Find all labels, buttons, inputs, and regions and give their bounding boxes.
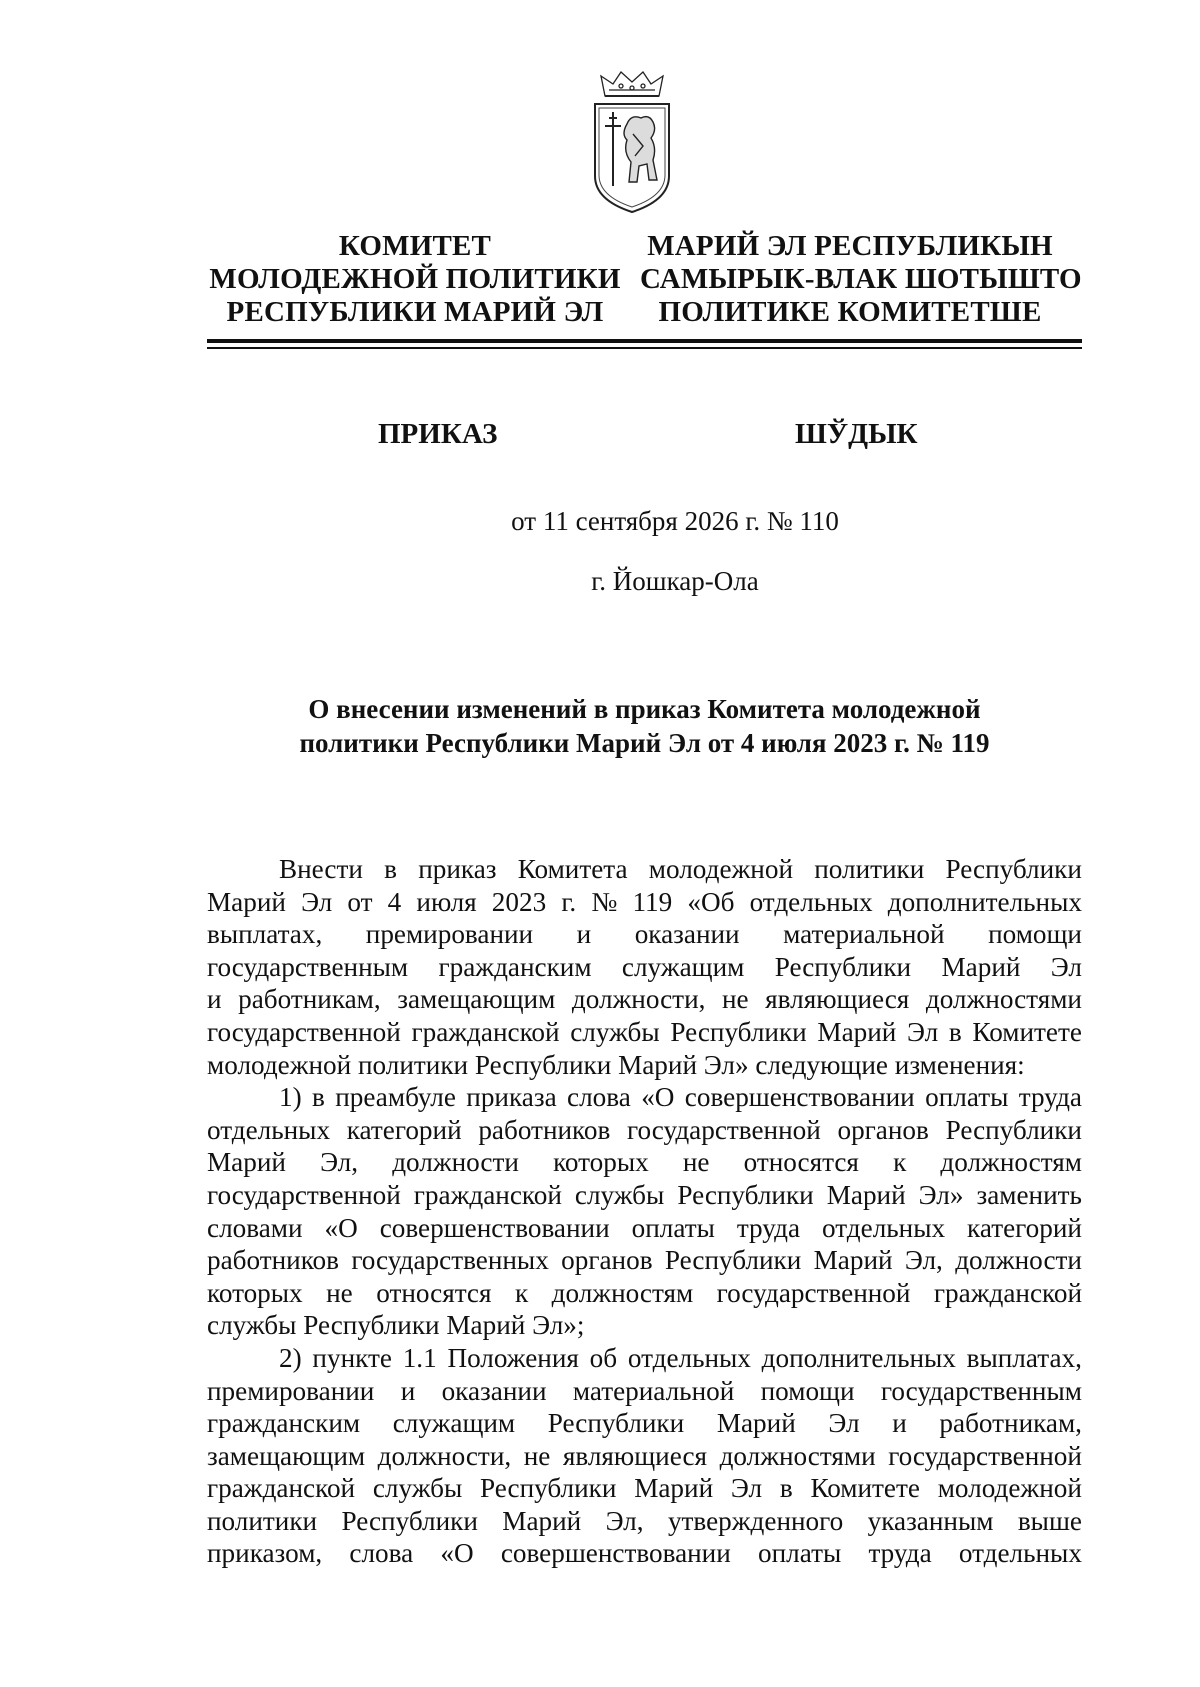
- body-line: приказом, слова «О совершенствовании оплаты труда отдельных: [207, 1538, 1082, 1569]
- header-left-line: КОМИТЕТ: [338, 230, 492, 262]
- body-line: государственным гражданским служащим Республики Марий Эл: [207, 951, 1082, 982]
- header-left-line: МОЛОДЕЖНОЙ ПОЛИТИКИ: [209, 263, 621, 295]
- order-date-number: от 11 сентября 2026 г. № 110: [511, 506, 839, 536]
- header-right-committee-name: [640, 230, 1082, 329]
- header-divider-thin: [207, 347, 1082, 349]
- order-label-russian: ПРИКАЗ: [378, 418, 498, 450]
- order-body: [207, 853, 1082, 1570]
- order-title: [207, 692, 1082, 760]
- order-label-mari: ШЎДЫК: [795, 418, 918, 450]
- body-line: гражданским служащим Республики Марий Эл и работникам,: [207, 1408, 1082, 1439]
- body-line: Марий Эл, должности которых не относятся к должностям: [207, 1147, 1082, 1178]
- header-left-line: РЕСПУБЛИКИ МАРИЙ ЭЛ: [226, 296, 604, 328]
- header-left-committee-name: [205, 230, 625, 329]
- header-right-line: ПОЛИТИКЕ КОМИТЕТШЕ: [658, 296, 1042, 328]
- body-line: государственной гражданской службы Республики Марий Эл» заменить: [207, 1179, 1082, 1210]
- body-line: замещающим должности, не являющиеся должностями государственной: [207, 1440, 1082, 1471]
- body-line: словами «О совершенствовании оплаты труда отдельных категорий: [207, 1212, 1082, 1243]
- body-line: государственной гражданской службы Республики Марий Эл в Комитете: [207, 1016, 1082, 1047]
- body-line: выплатах, премировании и оказании материальной помощи: [207, 919, 1082, 950]
- header-divider-thick: [207, 339, 1082, 343]
- header-right-line: МАРИЙ ЭЛ РЕСПУБЛИКЫН: [647, 230, 1053, 262]
- body-line: Внести в приказ Комитета молодежной политики Республики: [279, 854, 1082, 884]
- body-line: 1) в преамбуле приказа слова «О совершенствовании оплаты труда: [279, 1082, 1082, 1113]
- body-line: молодежной политики Республики Марий Эл» следующие изменения:: [207, 1049, 1025, 1080]
- body-line: премировании и оказании материальной помощи государственным: [207, 1375, 1082, 1406]
- body-line: гражданской службы Республики Марий Эл в Комитете молодежной: [207, 1473, 1082, 1504]
- order-title-line: О внесении изменений в приказ Комитета молодежной: [308, 694, 981, 724]
- body-line: службы Республики Марий Эл»;: [207, 1310, 585, 1341]
- order-city: г. Йошкар-Ола: [591, 566, 759, 596]
- body-line: Марий Эл от 4 июля 2023 г. № 119 «Об отдельных дополнительных: [207, 886, 1082, 917]
- header-right-line: САМЫРЫК-ВЛАК ШОТЫШТО: [640, 263, 1082, 295]
- body-line: и работникам, замещающим должности, не являющиеся должностями: [207, 984, 1082, 1015]
- coat-of-arms-emblem: [587, 68, 677, 216]
- body-line: 2) пункте 1.1 Положения об отдельных дополнительных выплатах,: [279, 1342, 1082, 1373]
- body-line: политики Республики Марий Эл, утвержденного указанным выше: [207, 1505, 1082, 1536]
- body-line: которых не относятся к должностям государственной гражданской: [207, 1277, 1082, 1308]
- body-line: отдельных категорий работников государственной органов Республики: [207, 1114, 1082, 1145]
- body-line: работников государственных органов Республики Марий Эл, должности: [207, 1245, 1082, 1276]
- order-title-line: политики Республики Марий Эл от 4 июля 2023 г. № 119: [299, 728, 990, 758]
